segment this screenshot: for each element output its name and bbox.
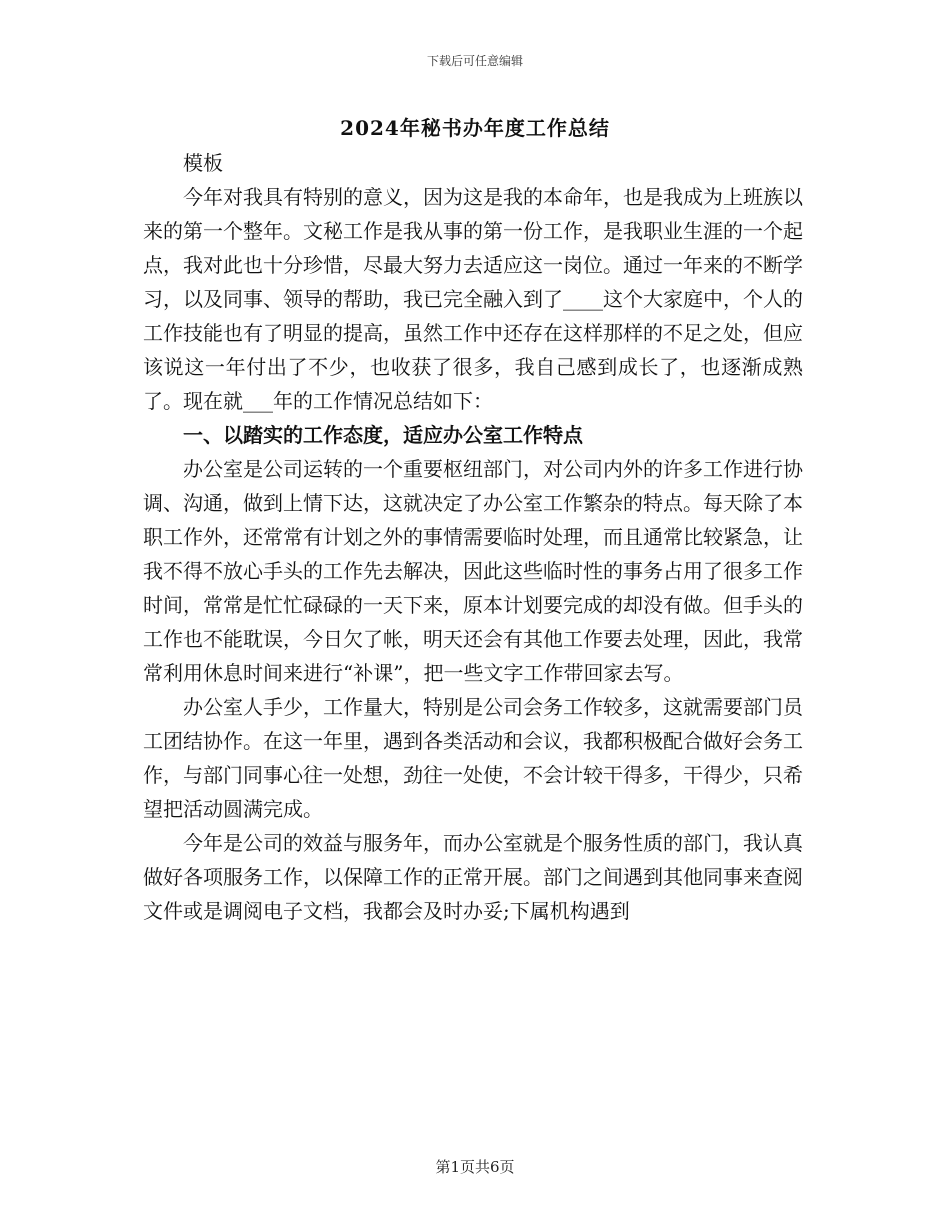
page-header-note: 下载后可任意编辑 [426,54,523,68]
body-paragraph-service: 今年是公司的效益与服务年，而办公室就是个服务性质的部门，我认真做好各项服务工作，以保障工作的正常开展。部门之间遇到其他同事来查阅文件或是调阅电子文档，我都会及时办妥;下属机构遇到 [143,831,803,923]
page-footer-number: 第1页共6页 [435,1158,515,1176]
body-paragraph-teamwork: 办公室人手少，工作量大，特别是公司会务工作较多，这就需要部门员工团结协作。在这一年里，遇到各类活动和会议，我都积极配合做好会务工作，与部门同事心往一处想，劲往一处使，不会计较干得多，干得少，只希望把活动圆满完成。 [143,695,803,821]
document-body [143,146,803,928]
document-title: 2024年秘书办年度工作总结 [340,116,610,140]
section-heading-1: 一、以踏实的工作态度，适应办公室工作特点 [183,423,583,447]
intro-paragraph: 今年对我具有特别的意义，因为这是我的本命年，也是我成为上班族以来的第一个整年。文秘工作是我从事的第一份工作，是我职业生涯的一个起点，我对此也十分珍惜，尽最大努力去适应这一岗位。通过一年来的不断学习，以及同事、领导的帮助，我已完全融入到了____这个大家庭中，个人的工作技能也有了明显的提高，虽然工作中还存在这样那样的不足之处，但应该说这一年付出了不少，也收获了很多，我自己感到成长了，也逐渐成熟了。现在就___年的工作情况总结如下： [143,185,803,413]
body-paragraph-office-role: 办公室是公司运转的一个重要枢纽部门，对公司内外的许多工作进行协调、沟通，做到上情下达，这就决定了办公室工作繁杂的特点。每天除了本职工作外，还常常有计划之外的事情需要临时处理，而且通常比较紧急，让我不得不放心手头的工作先去解决，因此这些临时性的事务占用了很多工作时间，常常是忙忙碌碌的一天下来，原本计划要完成的却没有做。但手头的工作也不能耽误，今日欠了帐，明天还会有其他工作要去处理，因此，我常常利用休息时间来进行“补课”，把一些文字工作带回家去写。 [143,457,803,685]
document-subtitle: 模板 [183,151,223,175]
